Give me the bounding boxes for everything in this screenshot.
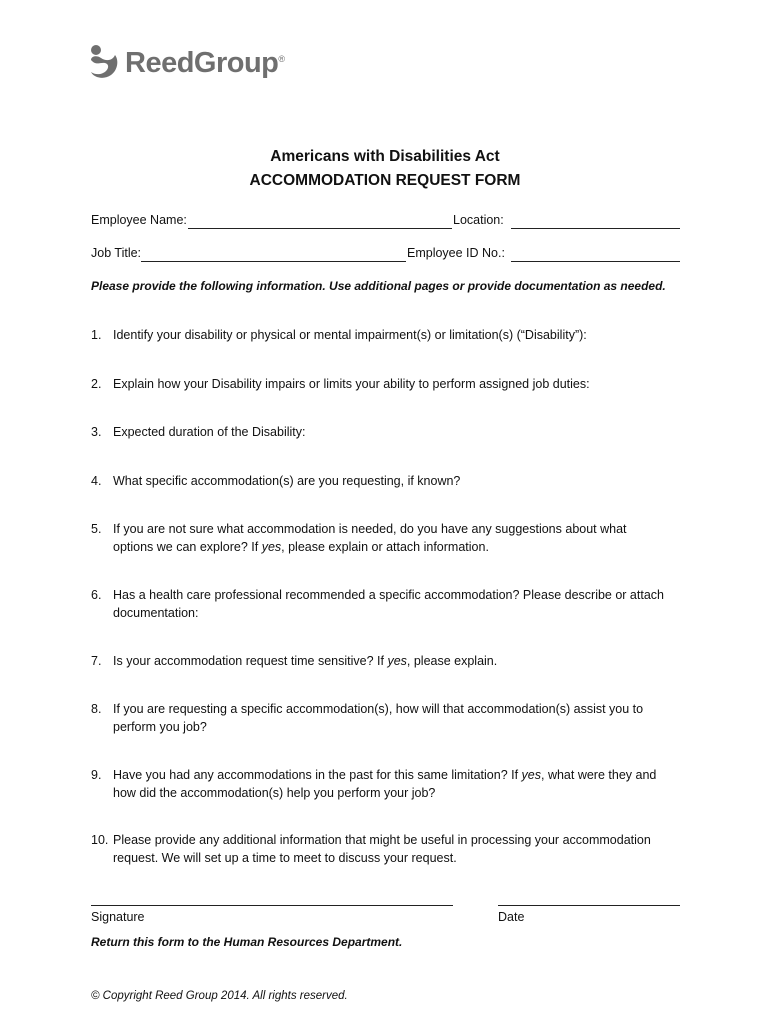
question-emphasis: yes: [261, 540, 282, 554]
question-text-part: , please explain.: [406, 654, 498, 668]
form-title-line1: Americans with Disabilities Act: [270, 148, 500, 165]
question-2: [91, 375, 691, 393]
question-text: Please provide any additional information that might be useful in processing your accommodation request. We will set up a time to meet to discuss your request.: [113, 833, 651, 865]
signature-field[interactable]: [91, 905, 453, 906]
question-text-part: Have you had any accommodations in the past for this same limitation? If: [113, 768, 522, 782]
question-emphasis: yes: [387, 654, 407, 668]
location-field[interactable]: [511, 228, 680, 229]
form-title-line2: ACCOMMODATION REQUEST FORM: [249, 172, 521, 189]
logo-registered-mark: ®: [278, 54, 286, 64]
question-text: Has a health care professional recommended a specific accommodation? Please describe or attach documentation:: [113, 588, 664, 620]
question-10: [91, 831, 681, 867]
question-emphasis: yes: [521, 768, 541, 782]
question-number: 7.: [91, 654, 102, 668]
copyright-notice: © Copyright Reed Group 2014. All rights reserved.: [91, 990, 348, 1002]
question-number: 9.: [91, 768, 102, 782]
question-number: 8.: [91, 702, 102, 716]
employee-name-label: Employee Name:: [91, 213, 187, 227]
question-number: 4.: [91, 474, 102, 488]
question-6: [91, 586, 681, 622]
question-text: If you are requesting a specific accommodation(s), how will that accommodation(s) assist you to perform you job?: [113, 702, 644, 734]
question-text-part: , please explain or attach information.: [281, 540, 489, 554]
instructions-text: Please provide the following information. Use additional pages or provide documentation as needed.: [91, 279, 666, 293]
question-number: 3.: [91, 425, 102, 439]
job-title-label: Job Title:: [91, 246, 142, 260]
reedgroup-swirl-icon: [87, 44, 121, 82]
question-9: [91, 766, 681, 802]
question-text: [113, 766, 681, 802]
location-label: Location:: [453, 213, 504, 227]
question-text: [113, 520, 651, 556]
question-text: Identify your disability or physical or mental impairment(s) or limitation(s) (“Disability”):: [113, 328, 587, 342]
question-4: [91, 472, 691, 490]
question-number: 5.: [91, 522, 102, 536]
employee-id-label: Employee ID No.:: [407, 246, 505, 260]
question-5: [91, 520, 651, 556]
question-number: 1.: [91, 328, 102, 342]
job-title-field[interactable]: [141, 261, 406, 262]
employee-name-field[interactable]: [188, 228, 452, 229]
date-label: Date: [498, 910, 525, 924]
question-text: What specific accommodation(s) are you requesting, if known?: [113, 474, 461, 488]
employee-id-field[interactable]: [511, 261, 680, 262]
question-number: 6.: [91, 588, 102, 602]
question-text-part: Is your accommodation request time sensitive? If: [113, 654, 388, 668]
question-7: [91, 652, 691, 670]
question-number: 2.: [91, 377, 102, 391]
question-number: 10.: [91, 833, 109, 847]
reedgroup-logo: [87, 44, 285, 82]
question-text: [113, 652, 691, 670]
question-text-part: , what were they and how did the accommodation(s) help you perform your job?: [113, 768, 657, 800]
signature-label: Signature: [91, 910, 145, 924]
question-text: Expected duration of the Disability:: [113, 425, 306, 439]
question-text: Explain how your Disability impairs or limits your ability to perform assigned job duties:: [113, 377, 590, 391]
logo-brand-text: ReedGroup: [125, 46, 279, 79]
question-text-part: If you are not sure what accommodation is needed, do you have any suggestions about what options we can explore? If: [113, 522, 627, 554]
question-3: [91, 423, 691, 441]
question-1: [91, 326, 691, 344]
date-field[interactable]: [498, 905, 680, 906]
question-8: [91, 700, 671, 736]
return-instructions: Return this form to the Human Resources Department.: [91, 935, 403, 949]
